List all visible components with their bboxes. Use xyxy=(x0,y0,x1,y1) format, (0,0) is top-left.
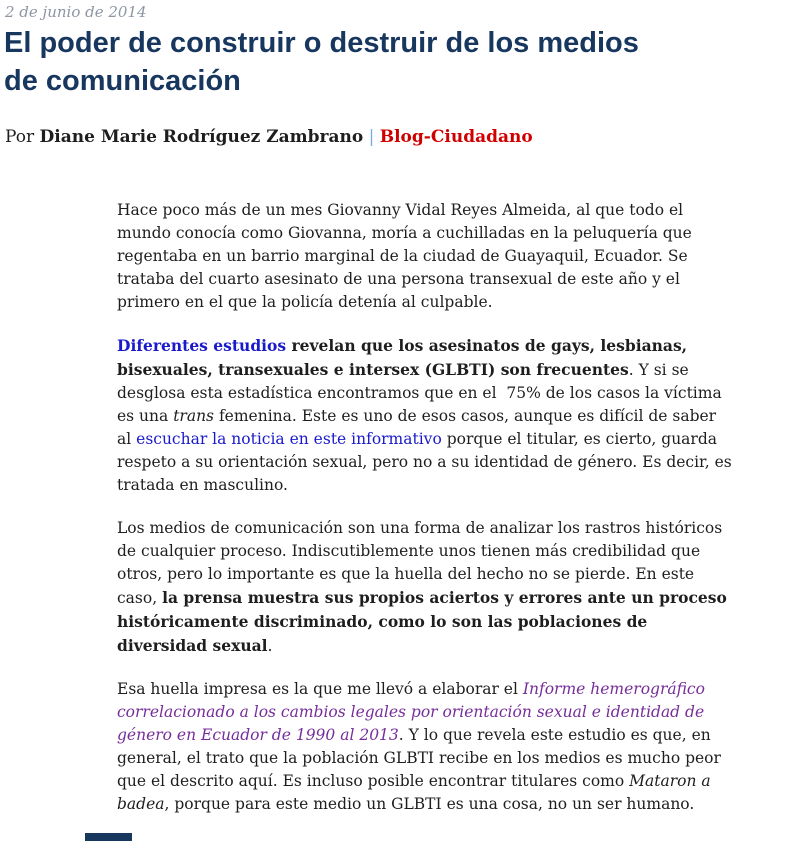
byline-prefix: Por xyxy=(5,127,40,147)
byline-separator-pipe: | xyxy=(363,127,380,147)
text-run: , porque para este medio un GLBTI es una cosa, no un ser humano. xyxy=(164,795,695,813)
paragraph xyxy=(117,199,735,314)
text-run: la prensa muestra sus propios aciertos y errores ante un proceso históricamente discriminado, como lo son las poblaciones de diversidad sexual xyxy=(117,588,727,655)
inline-link[interactable]: Diferentes estudios xyxy=(117,336,287,355)
text-run: Hace poco más de un mes Giovanny Vidal Reyes Almeida, al que todo el mundo conocía como Giovanna, moría a cuchilladas en la peluquería que regentaba en un barrio marginal de la ciudad de Guayaquil, Ecuador. Se trataba del cuarto asesinato de una persona transexual de este año y el primero en el que la policía detenía al culpable. xyxy=(117,201,692,311)
text-run: porque el titular, es cierto, guarda respeto a su orientación sexual, pero no a su identidad de género. Es decir, es tratada en masculino. xyxy=(117,430,732,494)
text-run: revelan que los asesinatos de gays, lesbianas, bisexuales, transexuales e intersex (GLBTI) son frecuentes xyxy=(117,336,688,379)
byline xyxy=(5,127,533,148)
inline-link[interactable]: Informe hemerográfico correlacionado a los cambios legales por orientación sexual e identidad de género en Ecuador de 1990 al 2013 xyxy=(117,680,705,744)
page-title xyxy=(4,24,764,100)
byline-author: Diane Marie Rodríguez Zambrano xyxy=(39,127,364,147)
article-body xyxy=(117,199,735,836)
text-run: Los medios de comunicación son una forma de analizar los rastros históricos de cualquier proceso. Indiscutiblemente unos tienen más credibilidad que otros, pero lo importante es que la huella del hecho no se pierde. En este caso, xyxy=(117,519,723,607)
text-run: . Y lo que revela este estudio es que, en general, el trato que la población GLBTI recibe en los medios es mucho peor que el descrito aquí. Es incluso posible encontrar titulares como xyxy=(117,726,721,790)
page-title-line: El poder de construir o destruir de los medios xyxy=(4,27,639,59)
text-run: Mataron a badea xyxy=(117,772,711,813)
paragraph xyxy=(117,334,735,497)
text-run: femenina. Este es uno de esos casos, aunque es difícil de saber al xyxy=(117,407,717,448)
text-run: . Y si se desglosa esta estadística encontramos que en el 75% de los casos la víctima es una xyxy=(117,361,722,425)
text-run: trans xyxy=(173,407,215,425)
paragraph xyxy=(117,678,735,816)
page-title-line: de comunicación xyxy=(4,65,241,97)
article-date: 2 de junio de 2014 xyxy=(5,3,147,21)
footer-bar-fragment xyxy=(85,833,132,841)
paragraph xyxy=(117,517,735,658)
byline-source-link[interactable]: Blog-Ciudadano xyxy=(379,127,533,147)
text-run: Esa huella impresa es la que me llevó a elaborar el xyxy=(117,680,523,698)
inline-link[interactable]: escuchar la noticia en este informativo xyxy=(136,430,442,448)
text-run: . xyxy=(267,637,273,655)
